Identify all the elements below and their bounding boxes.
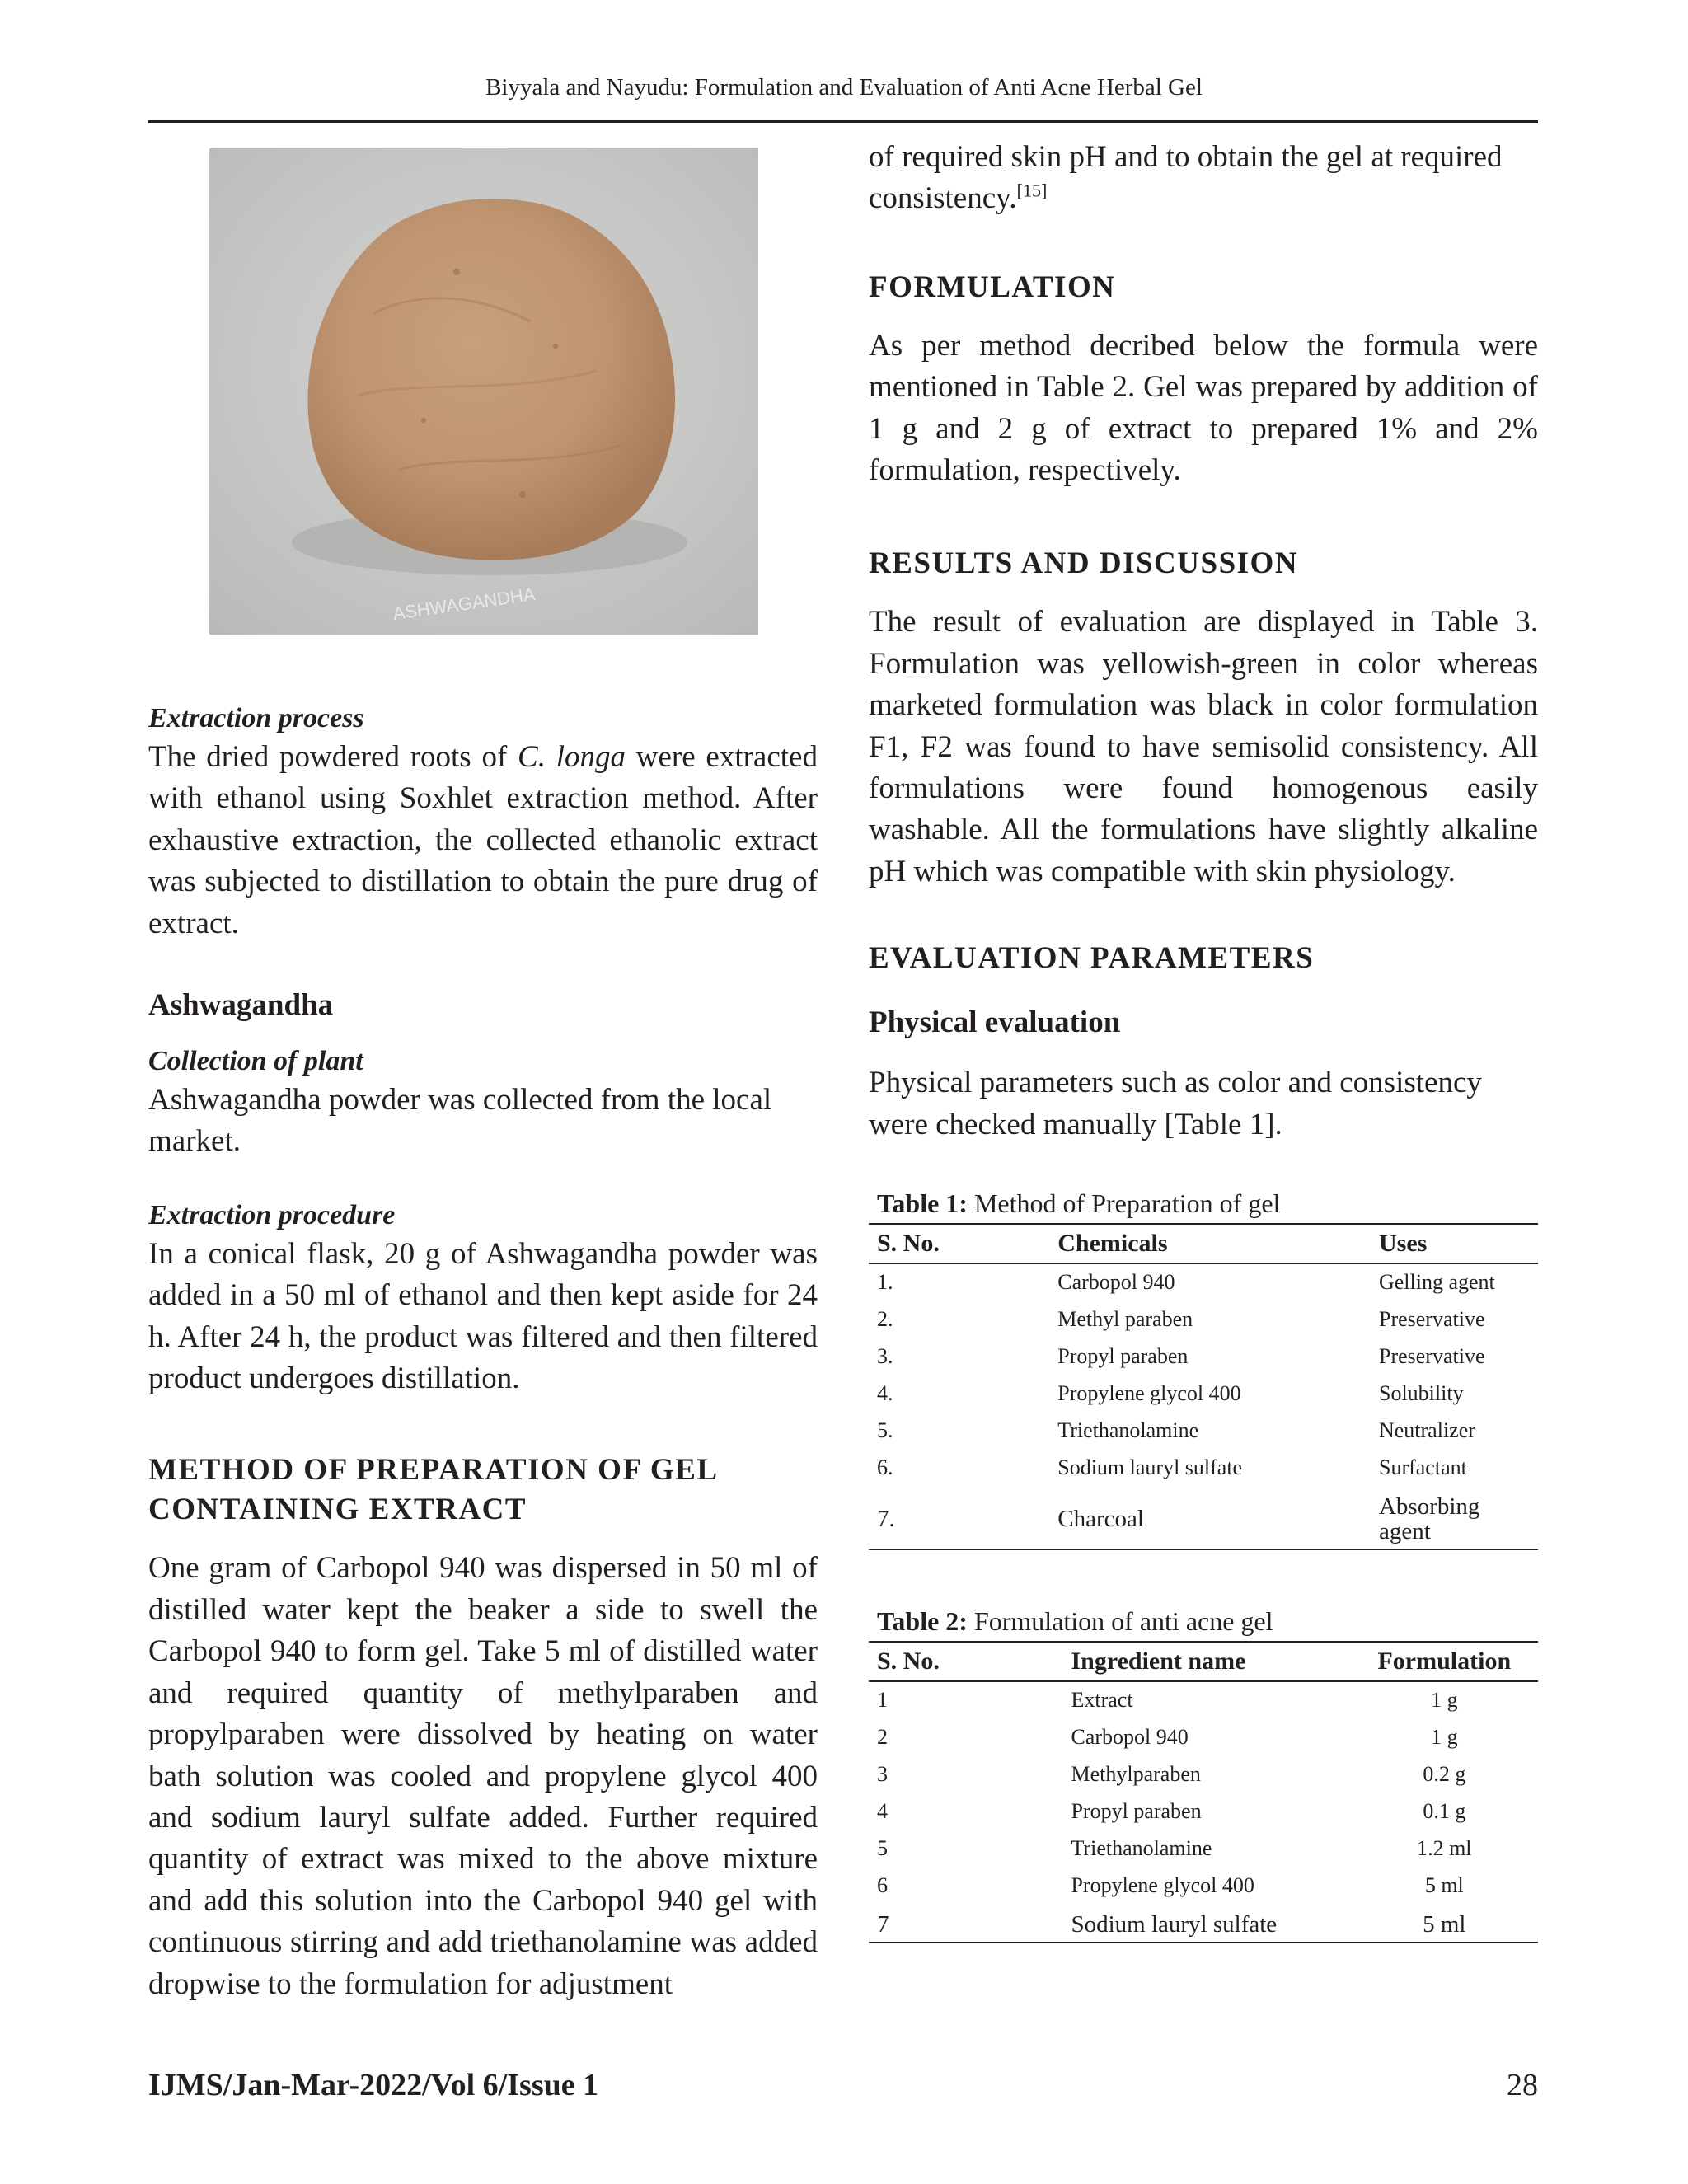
left-column	[148, 137, 818, 2005]
table-row	[869, 1338, 1538, 1376]
table1-header-uses: Uses	[1371, 1224, 1538, 1263]
table-cell: Extract	[1071, 1688, 1133, 1713]
table-cell: 2	[877, 1725, 888, 1750]
table-cell: 5	[877, 1836, 888, 1861]
photo-label-text: ASHWAGANDHA	[392, 583, 537, 625]
table-row	[869, 1487, 1538, 1549]
table2-caption-text: Formulation of anti acne gel	[967, 1606, 1273, 1637]
table-cell: 3	[877, 1762, 888, 1787]
table-cell: 4	[877, 1799, 888, 1824]
powder-pile-illustration	[209, 148, 758, 635]
ashwagandha-powder-photo	[209, 148, 758, 635]
continuation-body: of required skin pH and to obtain the gel at required consistency.	[869, 140, 1503, 216]
formulation-text: As per method decribed below the formula were mentioned in Table 2. Gel was prepared by addition of 1 g and 2 g of extract to prepared 1% and 2% formulation, respectively.	[869, 328, 1538, 488]
table-cell: 1.	[877, 1270, 893, 1295]
table-cell: 2.	[877, 1307, 893, 1332]
table2-header-sno: S. No.	[869, 1642, 1062, 1681]
table-row	[869, 1413, 1538, 1450]
table-row	[869, 1868, 1538, 1905]
table-cell: 7	[869, 1905, 1062, 1943]
table-cell: 1.2 ml	[1417, 1836, 1472, 1861]
table-cell: Propylene glycol 400	[1071, 1873, 1254, 1898]
results-heading: RESULTS AND DISCUSSION	[869, 546, 1299, 581]
table-cell: 5.	[877, 1418, 893, 1443]
table2-caption-label: Table 2:	[877, 1606, 968, 1637]
reference-superscript: [15]	[1016, 180, 1048, 202]
table-cell: 3.	[877, 1344, 893, 1369]
table1-header-chemicals: Chemicals	[1049, 1224, 1371, 1263]
table-cell: 1 g	[1431, 1725, 1458, 1750]
table-row	[869, 1756, 1538, 1793]
method-text: One gram of Carbopol 940 was dispersed in 50 ml of distilled water kept the beaker a side to swell the Carbopol 940 to form gel. Take 5 ml of distilled water and required quantity of methylparaben and propylparaben were dissolved by heating on water bath solution was cooled and propylene glycol 400 and sodium lauryl sulfate added. Further required quantity of extract was mixed to the above mixture and add this solution into the Carbopol 940 gel with continuous stirring and add triethanolamine was added dropwise to the formulation for adjustment	[148, 1551, 818, 2001]
results-text: The result of evaluation are displayed in Table 3. Formulation was yellowish-green in color whereas marketed formulation was black in color formulation F1, F2 was found to have semisolid consistency. All formulations were found homogenous easily washable. All the formulations have slightly alkaline pH which was compatible with skin physiology.	[869, 605, 1538, 888]
table-cell: Preservative	[1378, 1344, 1485, 1369]
table1-header-sno: S. No.	[869, 1224, 1049, 1263]
formulation-heading: FORMULATION	[869, 269, 1116, 304]
collection-heading: Collection of plant	[148, 1046, 363, 1077]
table-cell: 1 g	[1431, 1688, 1458, 1713]
table-cell: Gelling agent	[1378, 1270, 1495, 1295]
continuation-text	[869, 137, 1538, 220]
table-row	[869, 1719, 1538, 1756]
table-cell: Solubility	[1378, 1381, 1464, 1406]
table-row	[869, 1301, 1538, 1338]
extraction-process-heading: Extraction process	[148, 703, 364, 733]
table-cell: Methylparaben	[1071, 1762, 1201, 1787]
table-cell: Propyl paraben	[1071, 1799, 1202, 1824]
table2-header-formulation: Formulation	[1351, 1642, 1538, 1681]
table-cell: Neutralizer	[1378, 1418, 1475, 1443]
table-row	[869, 1830, 1538, 1868]
table-cell: 7.	[869, 1487, 1049, 1549]
table1-caption-label: Table 1:	[877, 1188, 968, 1219]
table-cell: 0.2 g	[1423, 1762, 1466, 1787]
table-cell: Propylene glycol 400	[1057, 1381, 1241, 1406]
table-row	[869, 1793, 1538, 1830]
method-heading	[148, 1451, 818, 1530]
table-cell: Triethanolamine	[1057, 1418, 1199, 1443]
table-row	[869, 1681, 1538, 1719]
table-cell: Preservative	[1378, 1307, 1485, 1332]
table2-header-ingredient: Ingredient name	[1062, 1642, 1350, 1681]
table-cell: 6.	[877, 1455, 893, 1480]
extraction-text-part1: The dried powdered roots of	[148, 740, 518, 774]
table1-caption-text: Method of Preparation of gel	[967, 1188, 1281, 1219]
table-cell: 1	[877, 1688, 888, 1713]
table2-caption	[869, 1605, 1538, 1638]
table1-preparation	[869, 1223, 1538, 1550]
table-cell: Propyl paraben	[1057, 1344, 1189, 1369]
evaluation-heading: EVALUATION PARAMETERS	[869, 941, 1315, 976]
table-cell: Carbopol 940	[1057, 1270, 1175, 1295]
table2-formulation	[869, 1641, 1538, 1943]
table-cell: Carbopol 940	[1071, 1725, 1189, 1750]
footer-journal-info: IJMS/Jan-Mar-2022/Vol 6/Issue 1	[148, 2068, 599, 2102]
method-heading-line1: METHOD OF PREPARATION OF GEL	[148, 1453, 719, 1488]
header-rule	[148, 120, 1538, 123]
right-column	[869, 137, 1538, 1943]
table-cell: Absorbing agent	[1371, 1487, 1538, 1549]
table-cell: 5 ml	[1351, 1905, 1538, 1943]
table-cell: Sodium lauryl sulfate	[1057, 1455, 1243, 1480]
table-cell: Charcoal	[1049, 1487, 1371, 1549]
table-row	[869, 1905, 1538, 1943]
table2-header-row	[869, 1642, 1538, 1681]
collection-text: Ashwagandha powder was collected from the local market.	[148, 1083, 772, 1159]
procedure-text: In a conical flask, 20 g of Ashwagandha powder was added in a 50 ml of ethanol and then kept aside for 24 h. After 24 h, the product was filtered and then filtered product undergoes distillation.	[148, 1236, 818, 1396]
extraction-process-text	[148, 737, 818, 944]
table-cell: 4.	[877, 1381, 893, 1406]
running-header: Biyyala and Nayudu: Formulation and Evaluation of Anti Acne Herbal Gel	[485, 74, 1203, 101]
table-cell: Sodium lauryl sulfate	[1062, 1905, 1350, 1943]
table1-caption	[869, 1187, 1538, 1220]
method-heading-line2: CONTAINING EXTRACT	[148, 1493, 528, 1527]
physical-evaluation-text: Physical parameters such as color and consistency were checked manually [Table 1].	[869, 1066, 1482, 1141]
table-cell: Methyl paraben	[1057, 1307, 1193, 1332]
table-cell: 5 ml	[1424, 1873, 1464, 1898]
footer-page-number: 28	[1507, 2068, 1538, 2102]
table-row	[869, 1263, 1538, 1301]
table-row	[869, 1450, 1538, 1487]
extraction-text-part2: were extracted with ethanol using Soxhlet extraction method. After exhaustive extraction, the collected ethanolic extract was subjected to distillation to obtain the pure drug of extract.	[148, 740, 818, 940]
table-cell: 0.1 g	[1423, 1799, 1466, 1824]
procedure-heading: Extraction procedure	[148, 1199, 396, 1230]
table-row	[869, 1376, 1538, 1413]
table-cell: 6	[877, 1873, 888, 1898]
table1-header-row	[869, 1224, 1538, 1263]
physical-evaluation-heading: Physical evaluation	[869, 1005, 1121, 1040]
species-name: C. longa	[518, 740, 626, 774]
ashwagandha-heading: Ashwagandha	[148, 988, 334, 1023]
table-cell: Surfactant	[1378, 1455, 1467, 1480]
table-cell: Triethanolamine	[1071, 1836, 1212, 1861]
